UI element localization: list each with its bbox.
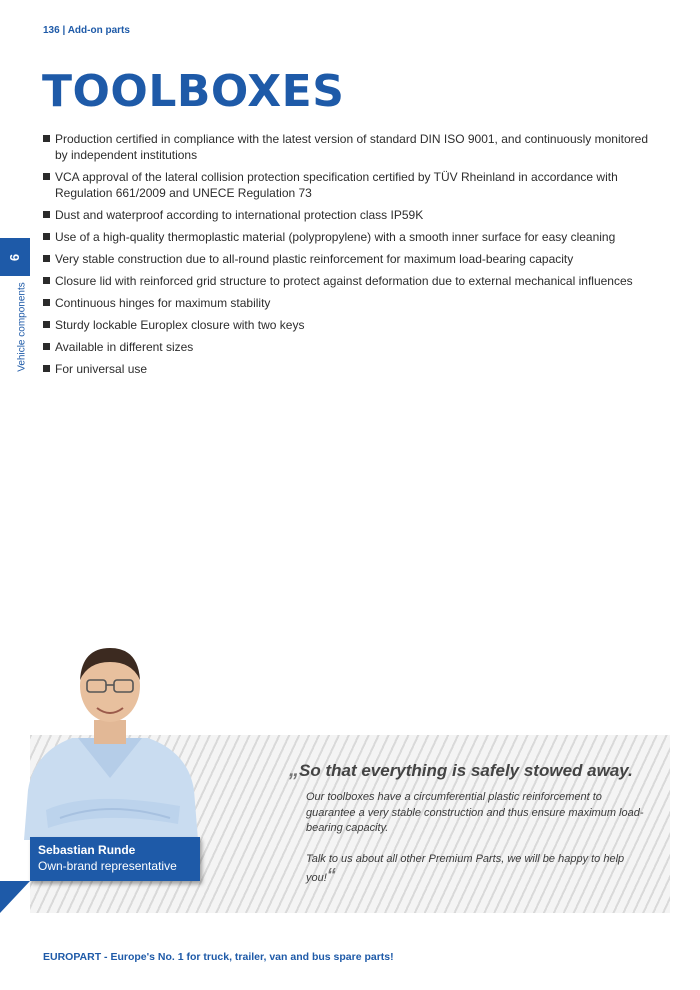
representative-name: Sebastian Runde [38, 843, 136, 857]
feature-text: Production certified in compliance with the latest version of standard DIN ISO 9001, and continuously monitored by independent institutions [55, 132, 648, 162]
footer-slogan: EUROPART - Europe's No. 1 for truck, trailer, van and bus spare parts! [43, 951, 394, 963]
feature-text: Available in different sizes [55, 340, 194, 354]
representative-role: Own-brand representative [38, 859, 177, 873]
list-item [43, 339, 658, 355]
representative-name-box [30, 837, 200, 881]
chapter-label: Vehicle components [16, 282, 28, 372]
close-quote-mark: “ [326, 864, 336, 885]
representative-photo [20, 640, 200, 840]
page-title: TOOLBOXES [42, 66, 345, 117]
feature-text: Dust and waterproof according to international protection class IP59K [55, 208, 424, 222]
quote-headline [289, 759, 633, 782]
quote-body [306, 790, 651, 902]
page-header [43, 25, 130, 36]
feature-text: VCA approval of the lateral collision protection specification certified by TÜV Rheinland in accordance with Regulation 661/2009 and UNECE Regulation 73 [55, 170, 618, 200]
list-item [43, 229, 658, 245]
feature-text: For universal use [55, 362, 148, 376]
section-name: Add-on parts [67, 25, 130, 36]
chapter-tab [0, 238, 30, 276]
quote-closing [306, 852, 651, 886]
corner-triangle [0, 881, 30, 913]
feature-text: Closure lid with reinforced grid structure to protect against deformation due to external mechanical influences [55, 274, 633, 288]
feature-text: Very stable construction due to all-round plastic reinforcement for maximum load-bearing capacity [55, 252, 574, 266]
list-item [43, 207, 658, 223]
quote-headline-text: So that everything is safely stowed away. [299, 761, 633, 780]
square-bullet-icon [43, 343, 50, 350]
list-item [43, 169, 658, 201]
feature-text: Continuous hinges for maximum stability [55, 296, 271, 310]
square-bullet-icon [43, 135, 50, 142]
square-bullet-icon [43, 365, 50, 372]
feature-list [43, 131, 658, 383]
square-bullet-icon [43, 211, 50, 218]
quote-closing-text: Talk to us about all other Premium Parts, we will be happy to help you! [306, 853, 625, 884]
list-item [43, 361, 658, 377]
list-item [43, 317, 658, 333]
quote-paragraph: Our toolboxes have a circumferential plastic reinforcement to guarantee a very stable construction and thus ensure maximum load-bearing capacity. [306, 791, 644, 834]
list-item [43, 273, 658, 289]
square-bullet-icon [43, 173, 50, 180]
header-separator: | [62, 25, 66, 36]
list-item [43, 131, 658, 163]
square-bullet-icon [43, 233, 50, 240]
square-bullet-icon [43, 255, 50, 262]
square-bullet-icon [43, 321, 50, 328]
feature-text: Use of a high-quality thermoplastic material (polypropylene) with a smooth inner surface for easy cleaning [55, 230, 616, 244]
open-quote-mark: „ [289, 759, 299, 781]
square-bullet-icon [43, 277, 50, 284]
chapter-number: 6 [7, 253, 23, 261]
list-item [43, 295, 658, 311]
square-bullet-icon [43, 299, 50, 306]
list-item [43, 251, 658, 267]
page-number: 136 [43, 25, 60, 36]
feature-text: Sturdy lockable Europlex closure with two keys [55, 318, 305, 332]
